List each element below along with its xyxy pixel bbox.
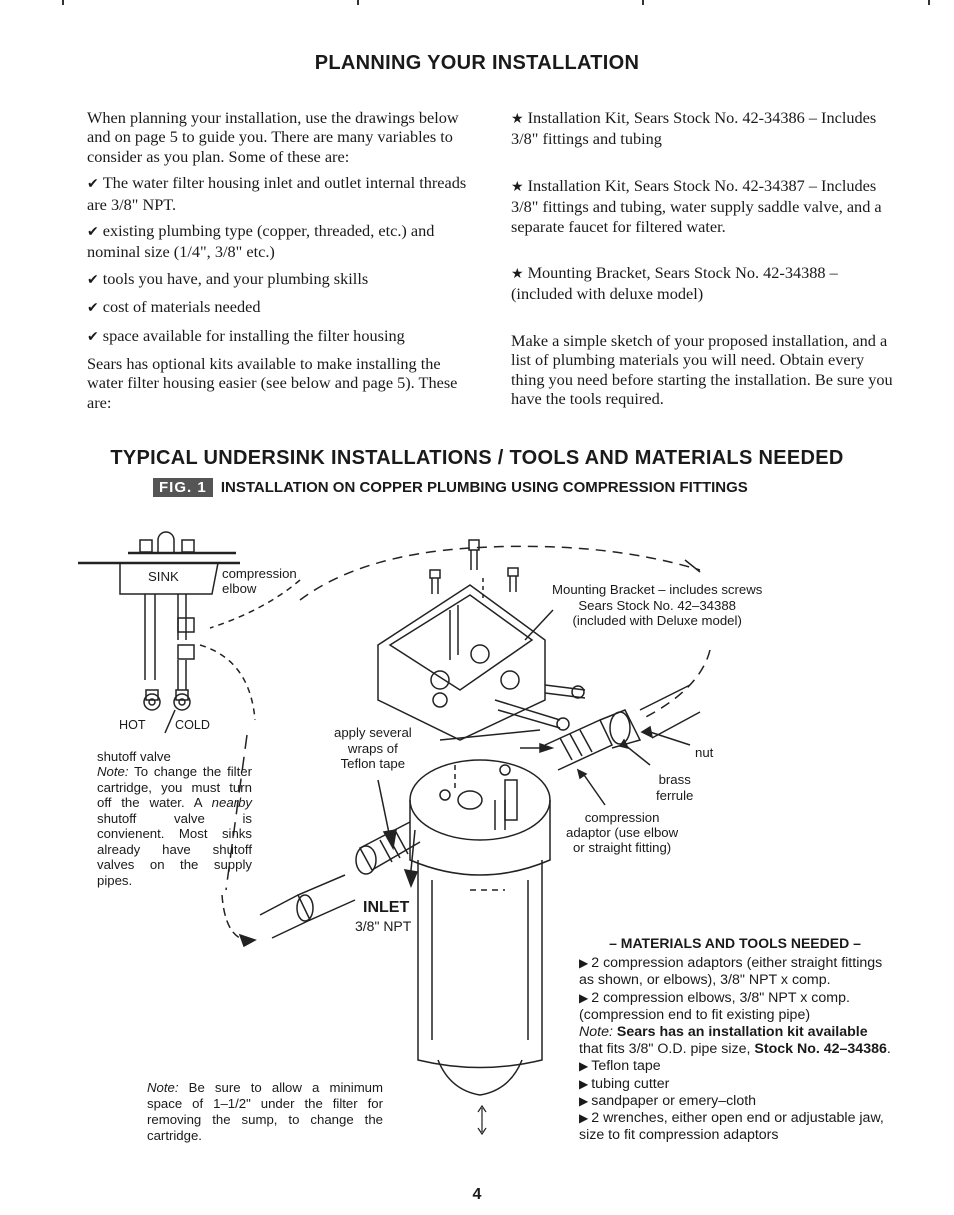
arrow-bullet-icon: ▶ (579, 990, 589, 1005)
list-item: ✔ cost of materials needed (87, 297, 261, 317)
section-title: TYPICAL UNDERSINK INSTALLATIONS / TOOLS AND MATERIALS NEEDED (110, 447, 844, 469)
star-icon: ★ (511, 266, 524, 283)
teflon-label: apply several wraps of Teflon tape (334, 725, 412, 771)
sink-label: SINK (148, 569, 179, 584)
adaptor-label: compression adaptor (use elbow or straight fitting) (566, 810, 679, 855)
compression-elbow-label: compression elbow (222, 566, 297, 596)
check-icon: ✔ (87, 176, 99, 193)
list-item: ✔ tools you have, and your plumbing skills (87, 268, 369, 288)
arrow-bullet-icon: ▶ (579, 1111, 589, 1126)
shutoff-valve-label: shutoff valve (97, 749, 171, 764)
filter-housing (410, 760, 550, 1095)
cold-pipe (178, 594, 186, 640)
kit-item: ★ Installation Kit, Sears Stock No. 42-34386 – Includes 3/8" fittings and tubing (511, 108, 877, 149)
nut-label: nut (695, 745, 714, 760)
arrow-bullet-icon: ▶ (579, 956, 589, 971)
list-item: ▶ 2 compression elbows, 3/8" NPT x comp. (compression end to fit existing pipe) (579, 989, 850, 1023)
screw-icon (430, 540, 518, 594)
check-icon: ✔ (87, 224, 99, 241)
list-item: ✔ space available for installing the filter housing (87, 325, 405, 345)
list-item: ✔ existing plumbing type (copper, threaded, etc.) and nominal size (1/4", 3/8" etc.) (87, 221, 435, 262)
faucet-icon (128, 532, 236, 553)
materials-title: – MATERIALS AND TOOLS NEEDED – (609, 935, 861, 951)
hot-label: HOT (119, 718, 146, 732)
bracket-screw (495, 700, 560, 728)
sketch-note: Make a simple sketch of your proposed installation, and a list of plumbing materials you will need. Obtain every thing you need before starting the installation. Be sure you have the tools required. (511, 330, 893, 409)
hot-pipe (145, 594, 155, 680)
intro-text: When planning your installation, use the drawings below and on page 5 to guide you. There are many variables to consider as you plan. Some of these are: (87, 108, 459, 166)
ferrule-label: brass ferrule (656, 772, 694, 803)
shutoff-note: Note: To change the filter cartridge, you must turn off the water. A nearby shutoff valve is convienent. Most sinks already have shutoff valves on the supply pipes. (97, 764, 252, 888)
mounting-bracket-label: Mounting Bracket – includes screws Sears Stock No. 42–34388 (included with Deluxe model) (552, 582, 763, 628)
figure-badge: FIG. 1 (153, 478, 213, 497)
list-item: ▶ tubing cutter (579, 1075, 670, 1092)
inlet-label: INLET (363, 899, 410, 916)
list-item: ▶ 2 compression adaptors (either straight fittings as shown, or elbows), 3/8" NPT x comp. (579, 955, 883, 989)
arrow-bullet-icon: ▶ (579, 1093, 589, 1108)
star-icon: ★ (511, 111, 524, 127)
arrow-bullet-icon: ▶ (579, 1059, 589, 1074)
cold-label: COLD (175, 718, 210, 732)
page-title: PLANNING YOUR INSTALLATION (314, 52, 640, 74)
materials-note: Note: Sears has an installation kit available that fits 3/8" O.D. pipe size, Stock No. 42–34386. (579, 1024, 891, 1058)
bottom-note: Note: Be sure to allow a minimum space of 1–1/2" under the filter for removing the sump, to change the cartridge. (147, 1080, 383, 1143)
kit-item: ★ Installation Kit, Sears Stock No. 42-34387 – Includes 3/8" fittings and tubing, water supply saddle valve, and a separate faucet for filtered water. (511, 175, 882, 236)
star-icon: ★ (511, 178, 524, 195)
list-item: ▶ 2 wrenches, either open end or adjustable jaw, size to fit compression adaptors (579, 1110, 884, 1144)
arrow-bullet-icon: ▶ (579, 1076, 589, 1091)
outro-text: Sears has optional kits available to make installing the water filter housing easier (see below and page 5). These are: (87, 354, 458, 412)
check-icon: ✔ (87, 328, 99, 345)
page-number: 4 (472, 1186, 482, 1203)
check-icon: ✔ (87, 300, 99, 317)
list-item: ▶ Teflon tape (579, 1058, 661, 1075)
kit-item: ★ Mounting Bracket, Sears Stock No. 42-34388 – (included with deluxe model) (511, 263, 838, 304)
materials-list (579, 935, 891, 1144)
inlet-size-label: 3/8" NPT (355, 918, 412, 934)
list-item: ✔ The water filter housing inlet and outlet internal threads are 3/8" NPT. (87, 173, 467, 214)
list-item: ▶ sandpaper or emery–cloth (579, 1092, 757, 1109)
check-icon: ✔ (87, 271, 99, 288)
figure-title-text: INSTALLATION ON COPPER PLUMBING USING COMPRESSION FITTINGS (220, 479, 748, 496)
